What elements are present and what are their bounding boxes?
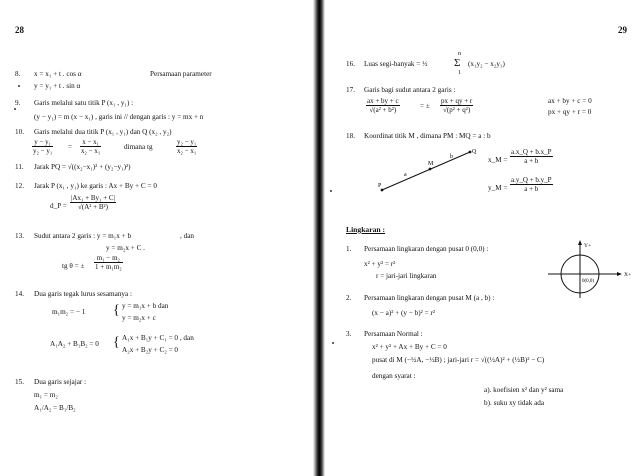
- label-q: Q: [472, 149, 477, 155]
- label-y: Y+: [584, 243, 592, 249]
- item-number: 3.: [346, 330, 352, 338]
- condition: b). suku xy tidak ada: [484, 399, 545, 407]
- circle-diagram: [542, 238, 632, 300]
- fraction: $\frac{\text{x − x₁}}{\text{x₂ − x₁}}$: [81, 138, 101, 155]
- item-number: 1.: [346, 245, 352, 253]
- formula-text: r = jari-jari lingkaran: [376, 272, 437, 280]
- fraction: $\frac{\text{m₁ − m₂}}{\text{1 + m₁m₂}}$: [95, 254, 122, 271]
- segment-pq: [382, 152, 470, 190]
- label-b: b: [450, 154, 453, 160]
- x-arrow: [617, 272, 622, 276]
- brace: {: [113, 303, 120, 318]
- formula: tg θ = ±: [62, 262, 85, 270]
- item-number: 12.: [15, 182, 24, 190]
- formula: y = m₂x + C .: [106, 244, 145, 252]
- item-number: 18.: [346, 132, 355, 140]
- formula: x = x₁ + t . cos α: [34, 70, 82, 78]
- formula-text: , dan: [180, 232, 194, 240]
- sum-lower: 1: [458, 70, 461, 76]
- formula-text: Dua garis sejajar :: [34, 378, 87, 386]
- fraction: $\frac{\text{y₂ − y₁}}{\text{x₂ − x₁}}$: [177, 138, 197, 155]
- formula: m₁ = m₂: [34, 391, 58, 399]
- sum-upper: n: [458, 51, 461, 57]
- fraction: $\frac{a.x\_Q + b.x\_P}{a + b}$: [511, 148, 552, 165]
- item-number: 2.: [346, 294, 352, 302]
- formula: y = y₁ + t . sin α: [34, 82, 81, 90]
- y-arrow: [578, 240, 582, 245]
- formula-text: Persamaan Normal :: [364, 330, 423, 338]
- fraction: $\frac{\text{|Ax₁ + By₁ + C|}}{\text{√(A² + B²)}}$: [71, 194, 115, 211]
- fraction: $\frac{px + qy + r}{\text{√(p² + q²)}}$: [441, 97, 473, 114]
- right-page: [322, 0, 638, 476]
- formula: = ±: [420, 102, 430, 110]
- formula: A₁x + B₁y + C₁ = 0 , dan: [122, 334, 194, 342]
- formula: (y − y₁) = m (x − x₁) , garis ini // dengan garis : y = mx + n: [34, 113, 204, 121]
- label-a: a: [404, 172, 407, 178]
- section-heading: Lingkaran :: [346, 225, 386, 234]
- formula: y = m₁x + b dan: [122, 302, 169, 310]
- formula: Sudut antara 2 garis : y = m₁x + b: [34, 232, 132, 240]
- formula-text: Garis melalui dua titik P (x₁ , y₁) dan Q (x₂ , y₂): [34, 128, 172, 136]
- formula-text: Jarak P (x₁ , y₁) ke garis : Ax + By + C = 0: [34, 182, 157, 190]
- formula: d_P =: [50, 202, 67, 210]
- formula: pusat di M (−½A, −½B) ; jari-jari r = √((½A)² + (½B)² − C): [372, 356, 545, 364]
- segment-diagram: [378, 146, 478, 196]
- formula-text: dimana tg: [124, 143, 153, 151]
- equals: =: [68, 143, 73, 151]
- formula: x² + y² = r²: [364, 260, 396, 268]
- brace: {: [113, 335, 120, 350]
- label-x: X+: [624, 272, 632, 278]
- label-p: P: [378, 183, 382, 189]
- formula: m₁m₂ = − 1: [52, 308, 86, 316]
- formula: (x − a)² + (y − b)² = r²: [372, 309, 435, 317]
- item-number: 11.: [15, 163, 24, 171]
- page-number-left: 28: [15, 25, 24, 35]
- item-number: 15.: [15, 378, 24, 386]
- item-number: 16.: [346, 60, 355, 68]
- formula: Jarak PQ = √((x₂−x₁)² + (y₂−y₁)²): [34, 163, 131, 171]
- formula: x² + y² + Ax + By + C = 0: [372, 343, 447, 351]
- formula-text: dengan syarat :: [372, 372, 416, 380]
- formula-note: Persamaan parameter: [150, 70, 212, 78]
- formula: y = m₂x + c: [122, 314, 156, 322]
- fraction: $\frac{\text{y − y₁}}{\text{y₂ − y₁}}$: [33, 138, 53, 155]
- formula: ax + by + c = 0: [548, 97, 592, 105]
- page-number-right: 29: [618, 25, 627, 35]
- fraction: $\frac{a.y\_Q + b.y\_P}{a + b}$: [511, 176, 552, 193]
- item-number: 14.: [15, 290, 24, 298]
- fraction: $\frac{ax + by + c}{\text{√(a² + b²)}}$: [367, 97, 399, 114]
- point-m: [429, 168, 432, 171]
- item-number: 9.: [15, 99, 21, 107]
- label-m: M: [428, 161, 434, 167]
- formula: px + qy + r = 0: [548, 108, 592, 116]
- formula: x_M =: [488, 156, 508, 164]
- formula-text: Koordinat titik M , dimana PM : MQ = a : b: [364, 132, 491, 140]
- left-page: [0, 0, 318, 476]
- formula: Luas segi-banyak = ½: [364, 60, 428, 68]
- label-origin: 0(0,0): [582, 279, 595, 284]
- formula-text: Persamaan lingkaran dengan pusat 0 (0,0) :: [364, 245, 489, 253]
- point-p: [381, 189, 384, 192]
- formula-text: Persamaan lingkaran dengan pusat M (a , b) :: [364, 294, 495, 302]
- sum-sign: Σ: [454, 57, 461, 69]
- scan-speck: [14, 108, 16, 110]
- formula-text: Garis bagi sudut antara 2 garis :: [364, 86, 456, 94]
- formula: (x₁y₂ − x₂y₁): [468, 60, 505, 68]
- formula: A₁A₂ + B₁B₂ = 0: [50, 340, 99, 348]
- item-number: 10.: [15, 128, 24, 136]
- formula-text: Garis melalui satu titik P (x₁ , y₁) :: [34, 99, 134, 107]
- item-number: 8.: [15, 70, 21, 78]
- point-q: [469, 151, 472, 154]
- formula: A₂x + B₂y + C₂ = 0: [122, 346, 179, 354]
- item-number: 13.: [15, 232, 24, 240]
- formula: A₁/A₂ = B₁/B₂: [34, 404, 76, 412]
- item-number: 17.: [346, 86, 355, 94]
- scan-speck: [18, 85, 20, 87]
- formula: y_M =: [488, 184, 508, 192]
- formula-text: Dua garis tegak lurus sesamanya :: [34, 290, 132, 298]
- condition: a). koefisien x² dan y² sama: [484, 386, 564, 394]
